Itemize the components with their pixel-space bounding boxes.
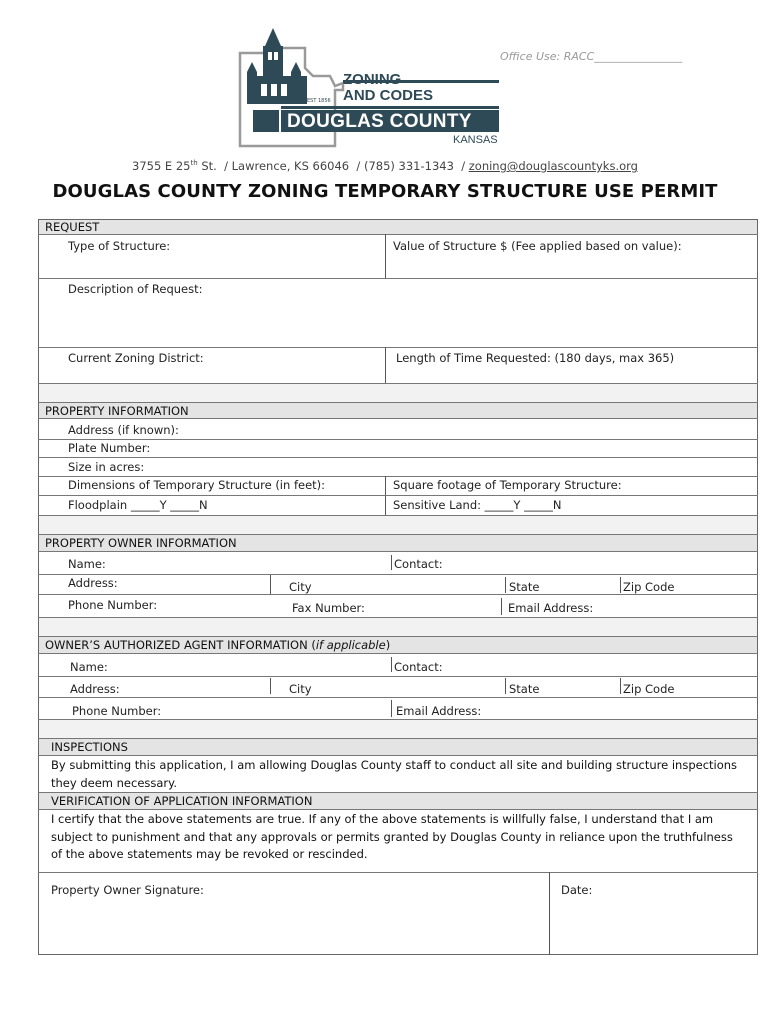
inspections-band: [39, 739, 757, 755]
agent-zip-label: Zip Code: [623, 682, 675, 696]
owner-header: PROPERTY OWNER INFORMATION: [45, 536, 237, 550]
agent-phone-label: Phone Number:: [72, 704, 162, 718]
property-header: PROPERTY INFORMATION: [45, 404, 189, 418]
logo-est-text: EST 1856: [307, 98, 331, 104]
page-title: DOUGLAS COUNTY ZONING TEMPORARY STRUCTURE USE PERMIT: [52, 181, 718, 202]
county-logo: [235, 28, 505, 152]
inspections-header: INSPECTIONS: [51, 740, 128, 754]
owner-signature-field[interactable]: [45, 900, 543, 950]
size-in-acres-label: Size in acres:: [68, 460, 145, 474]
request-band: [39, 220, 757, 234]
zoning-district-label: Current Zoning District:: [68, 351, 204, 365]
logo-zoning-text: ZONING: [343, 71, 402, 88]
agent-name-label: Name:: [70, 660, 108, 674]
signature-date-label: Date:: [561, 883, 593, 897]
logo-county-text: DOUGLAS COUNTY: [287, 111, 472, 132]
square-footage-label: Square footage of Temporary Structure:: [393, 478, 622, 492]
agent-email-label: Email Address:: [396, 704, 482, 718]
length-of-time-label: Length of Time Requested: (180 days, max 365): [396, 351, 675, 365]
floodplain-label: Floodplain _____Y _____N: [68, 498, 208, 512]
logo-state-text: KANSAS: [453, 134, 498, 146]
agent-state-label: State: [509, 682, 540, 696]
inspections-text: By submitting this application, I am allowing Douglas County staff to conduct all site and building structure inspections they deem necessary.: [51, 758, 738, 790]
owner-state-label: State: [509, 580, 540, 594]
office-address: 3755 E 25th St. / Lawrence, KS 66046 / (785) 331-1343 / zoning@douglascountyks.org: [132, 158, 638, 173]
owner-address-label: Address:: [68, 576, 118, 590]
description-label: Description of Request:: [68, 282, 203, 296]
signature-date-field[interactable]: [556, 900, 752, 950]
agent-address-label: Address:: [70, 682, 120, 696]
owner-name-label: Name:: [68, 557, 106, 571]
owner-fax-label: Fax Number:: [292, 601, 365, 615]
logo-codes-text: AND CODES: [343, 87, 434, 104]
dimensions-label: Dimensions of Temporary Structure (in feet):: [68, 478, 326, 492]
property-address-label: Address (if known):: [68, 423, 179, 437]
owner-city-label: City: [289, 580, 312, 594]
request-header: REQUEST: [45, 220, 100, 234]
type-of-structure-label: Type of Structure:: [68, 239, 171, 253]
email-link[interactable]: zoning@douglascountyks.org: [468, 158, 638, 173]
owner-contact-label: Contact:: [394, 557, 443, 571]
verification-text: I certify that the above statements are true. If any of the above statements is willfully false, I understand that I am subject to punishment and that any approvals or permits granted by Douglas County in reliance upon the truthfulness of the above statements may be revoked or rescinded.: [51, 812, 733, 861]
agent-header: OWNER’S AUTHORIZED AGENT INFORMATION (if applicable): [45, 638, 391, 652]
value-of-structure-label: Value of Structure $ (Fee applied based on value):: [393, 239, 682, 253]
agent-contact-label: Contact:: [394, 660, 443, 674]
owner-signature-label: Property Owner Signature:: [51, 883, 204, 897]
office-use-label: Office Use: RACC________________: [500, 50, 683, 63]
plate-number-label: Plate Number:: [68, 441, 151, 455]
owner-email-label: Email Address:: [508, 601, 594, 615]
owner-zip-label: Zip Code: [623, 580, 675, 594]
owner-phone-label: Phone Number:: [68, 598, 158, 612]
verification-header: VERIFICATION OF APPLICATION INFORMATION: [51, 794, 313, 808]
sensitive-land-label: Sensitive Land: _____Y _____N: [393, 498, 562, 512]
agent-city-label: City: [289, 682, 312, 696]
